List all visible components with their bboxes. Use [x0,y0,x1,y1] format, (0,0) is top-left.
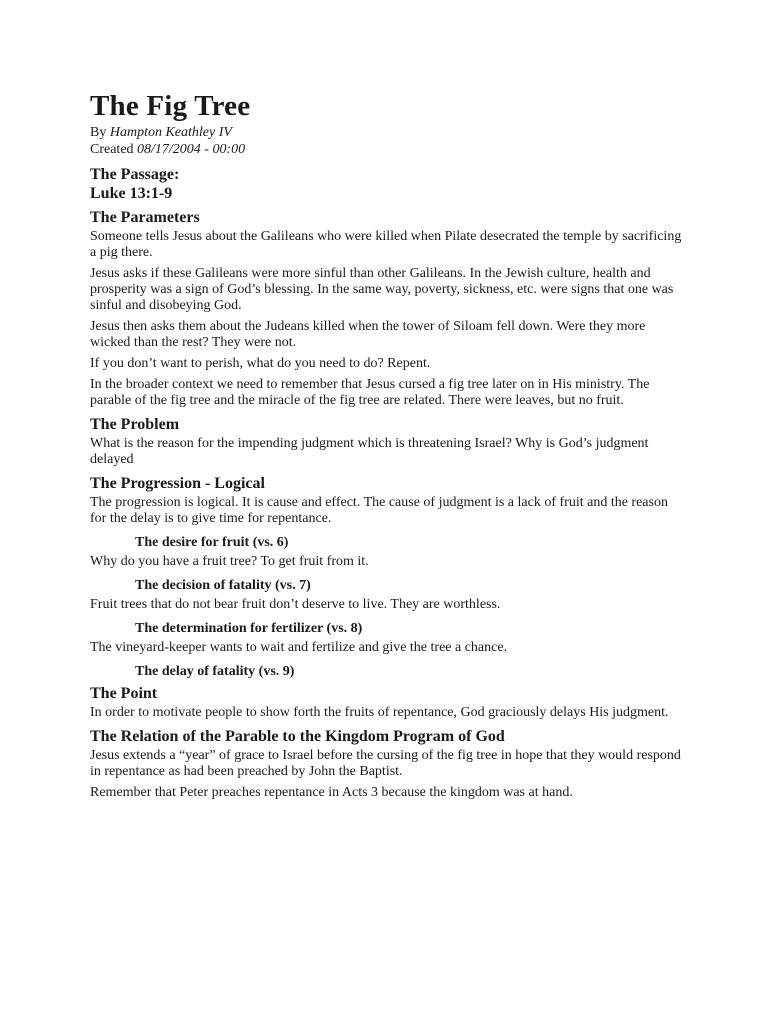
paragraph: The progression is logical. It is cause and effect. The cause of judgment is a lack of fruit and the reason for the delay is to give time for repentance. [90,495,668,526]
paragraph: Jesus extends a “year” of grace to Israel before the cursing of the fig tree in hope that they would respond in repentance as had been preached by John the Baptist. [90,748,681,779]
section-heading-relation: The Relation of the Parable to the Kingdom Program of God [90,728,505,745]
paragraph: In the broader context we need to remember that Jesus cursed a fig tree later on in His ministry. The parable of the fig tree and the miracle of the fig tree are related. There were leaves, but no fruit. [90,377,650,408]
paragraph: In order to motivate people to show forth the fruits of repentance, God graciously delays His judgment. [90,705,669,720]
passage-heading [90,165,682,203]
subheading-delay: The delay of fatality (vs. 9) [135,664,295,679]
passage-reference: Luke 13:1-9 [90,185,173,202]
paragraph: The vineyard-keeper wants to wait and fertilize and give the tree a chance. [90,640,508,655]
document-page [90,88,682,806]
paragraph: Why do you have a fruit tree? To get fruit from it. [90,554,369,569]
created-date: 08/17/2004 - 00:00 [137,142,246,157]
section-heading-parameters: The Parameters [90,209,200,226]
paragraph: Jesus asks if these Galileans were more sinful than other Galileans. In the Jewish culture, health and prosperity was a sign of God’s blessing. In the same way, poverty, sickness, etc. were signs that one was sinful and disobeying God. [90,266,674,313]
paragraph: Remember that Peter preaches repentance in Acts 3 because the kingdom was at hand. [90,785,573,800]
subheading-decision: The decision of fatality (vs. 7) [135,578,311,593]
section-heading-progression: The Progression - Logical [90,475,265,492]
paragraph: Jesus then asks them about the Judeans killed when the tower of Siloam fell down. Were they more wicked than the rest? They were not. [90,319,646,350]
created-label: Created [90,142,138,157]
created-line [90,141,682,158]
section-heading-point: The Point [90,685,158,702]
passage-label: The Passage: [90,166,180,183]
paragraph: Someone tells Jesus about the Galileans who were killed when Pilate desecrated the temple by sacrificing a pig there. [90,229,682,260]
section-heading-problem: The Problem [90,416,180,433]
paragraph: If you don’t want to perish, what do you need to do? Repent. [90,356,431,371]
paragraph: What is the reason for the impending judgment which is threatening Israel? Why is God’s judgment delayed [90,436,649,467]
subheading-desire: The desire for fruit (vs. 6) [135,535,289,550]
by-label: By [90,125,110,140]
paragraph: Fruit trees that do not bear fruit don’t deserve to live. They are worthless. [90,597,501,612]
author-name: Hampton Keathley IV [109,125,232,140]
author-line [90,124,682,141]
subheading-determination: The determination for fertilizer (vs. 8) [135,621,363,636]
page-title: The Fig Tree [90,90,251,122]
